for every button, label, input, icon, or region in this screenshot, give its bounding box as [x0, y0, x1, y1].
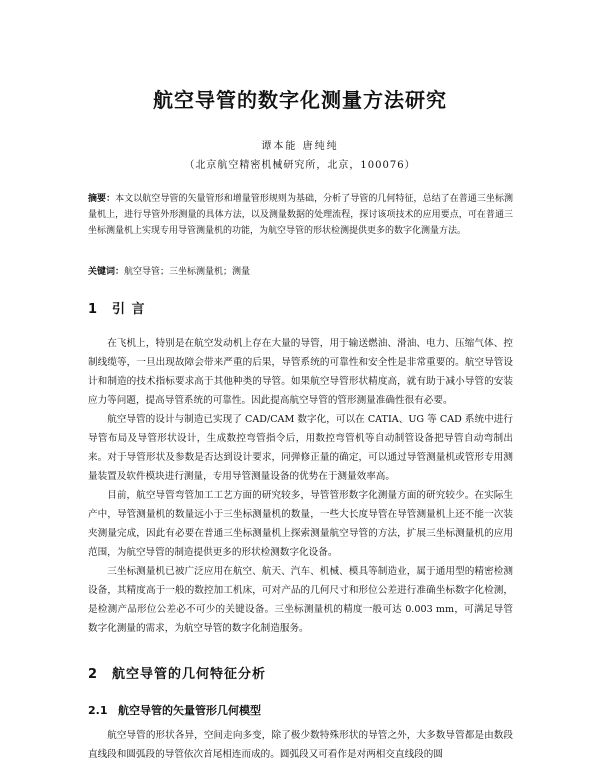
- section-title: 航空导管的几何特征分析: [112, 667, 267, 682]
- section-heading-1: [88, 298, 146, 317]
- subsection-title: 航空导管的矢量管形几何模型: [118, 704, 261, 717]
- paragraph: 在飞机上，特别是在航空发动机上存在大量的导管，用于输送燃油、滑油、电力、压缩气体、控制线缆等，一旦出现故障会带来严重的后果，导管系统的可靠性和安全性是非常重要的。航空导管设计和制造的技术指标要求高于其他种类的导管。如果航空导管形状精度高，就有助于减小导管的安装应力等问题，提高导管系统的可靠性。因此提高航空导管的管形测量准确性很有必要。: [88, 338, 513, 406]
- section-title: 引 言: [112, 302, 146, 317]
- paragraph: 航空导管的形状各异，空间走向多变，除了极少数特殊形状的导管之外，大多数导管都是由数段直线段和圆弧段的导管依次首尾相连而成的。圆弧段又可看作是对两相交直线段的圆: [88, 730, 513, 759]
- paragraph: 三坐标测量机已被广泛应用在航空、航天、汽车、机械、模具等制造业，属于通用型的精密检测设备，其精度高于一般的数控加工机床，可对产品的几何尺寸和形位公差进行准确坐标数字化检测，是检测产品形位公差必不可少的关键设备。三坐标测量机的精度一般可达 0.003 mm，可满足导管数字化测量的需求，为航空导管的数字化制造服务。: [88, 566, 513, 634]
- paragraph: 目前，航空导管弯管加工工艺方面的研究较多，导管管形数字化测量方面的研究较少。在实际生产中，导管测量机的数量远小于三坐标测量机的数量，一些大长度导管在导管测量机上还不能一次装夹测量完成，因此有必要在普通三坐标测量机上探索测量航空导管的方法，扩展三坐标测量机的应用范围，为航空导管的制造提供更多的形状检测数字化设备。: [88, 490, 513, 558]
- section-2-1-body: [88, 726, 513, 759]
- section-number: 1: [88, 302, 99, 317]
- subsection-number: 2.1: [88, 704, 108, 717]
- section-heading-2: [88, 663, 266, 682]
- section-1-body: [88, 334, 513, 638]
- keywords: [88, 264, 513, 280]
- author-list: 谭本能 唐纯纯: [261, 141, 339, 152]
- abstract-label: 摘要：: [88, 194, 116, 204]
- subsection-heading-2-1: [88, 702, 261, 718]
- paragraph: 航空导管的设计与制造已实现了 CAD/CAM 数字化，可以在 CATIA、UG 等 CAD 系统中进行导管布局及导管形状设计，生成数控弯管指令后，用数控弯管机等自动制管设备把导管自动弯制出来。对于导管形状及参数是否达到设计要求，同弹修正量的确定，可以通过导管测量机或管形专用测量装置及软件模块进行测量，专用导管测量设备的优势在于测量效率高。: [88, 414, 513, 482]
- abstract: [88, 191, 513, 239]
- keywords-text: 航空导管；三坐标测量机；测量: [124, 267, 251, 277]
- keywords-label: 关键词：: [88, 267, 125, 277]
- section-number: 2: [88, 667, 99, 682]
- abstract-text: 本文以航空导管的矢量管形和增量管形规则为基础，分析了导管的几何特征，总结了在普通三坐标测量机上，进行导管外形测量的具体方法，以及测量数据的处理流程，探讨该项技术的应用要点，可在普通三坐标测量机上实现专用导管测量机的功能，为航空导管的形状检测提供更多的数字化测量方法。: [88, 194, 513, 236]
- paper-title: 航空导管的数字化测量方法研究: [153, 88, 447, 112]
- affiliation: （北京航空精密机械研究所，北京，100076）: [184, 160, 416, 171]
